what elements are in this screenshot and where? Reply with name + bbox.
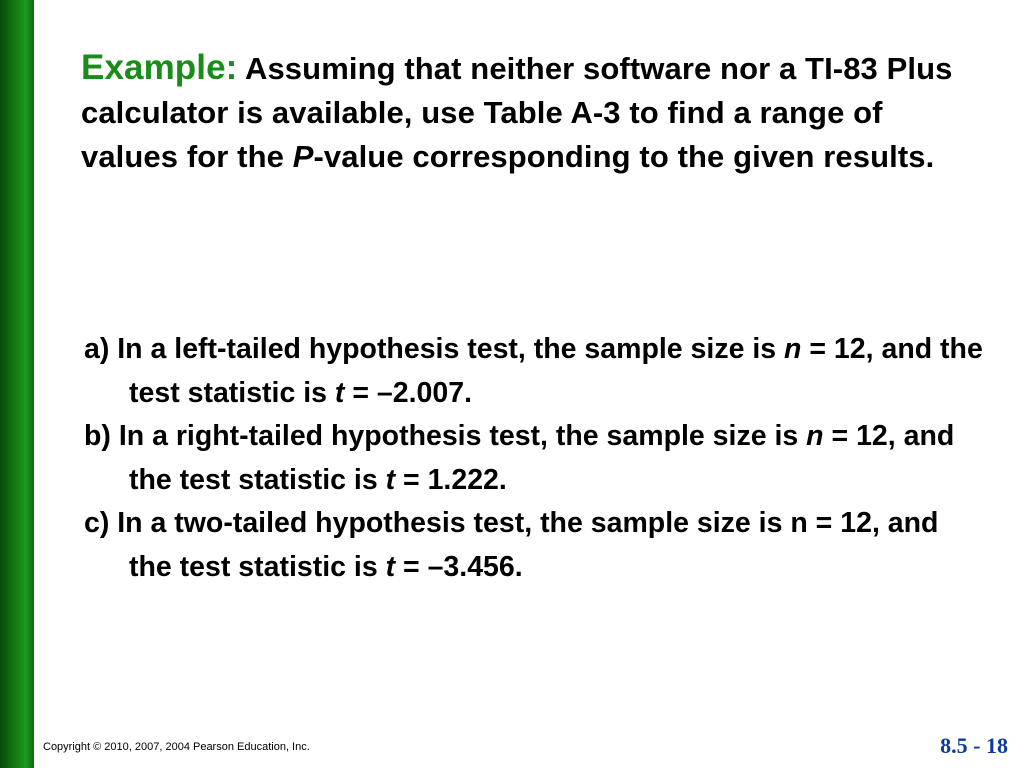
part-a-middle: = 12, and the test statistic is (129, 333, 983, 409)
example-heading (81, 46, 981, 179)
example-text-end: -value corresponding to the given results. (313, 139, 935, 174)
part-a (84, 328, 984, 415)
part-c (84, 502, 984, 589)
part-c-suffix: = –3.456. (395, 550, 523, 583)
part-b-suffix: = 1.222. (395, 463, 507, 496)
part-a-prefix: a) In a left-tailed hypothesis test, the sample size is (84, 333, 785, 365)
part-a-t-symbol: t (334, 376, 345, 409)
p-symbol: P (292, 139, 314, 174)
part-b-n-symbol: n (806, 420, 824, 452)
part-b-t-symbol: t (385, 463, 396, 496)
part-b-middle: = 12, and the test statistic is (129, 420, 955, 496)
copyright-notice: Copyright © 2010, 2007, 2004 Pearson Education, Inc. (43, 741, 310, 753)
part-c-prefix: c) In a two-tailed hypothesis test, the sample size is n (84, 507, 808, 539)
example-text-start: Assuming that neither software nor a TI-83 Plus calculator is available, use Table A-3 to find a range of values for the (81, 51, 953, 174)
part-b (84, 415, 984, 502)
part-a-n-symbol: n (784, 333, 802, 365)
side-accent-bar (0, 0, 34, 768)
part-b-prefix: b) In a right-tailed hypothesis test, the sample size is (84, 420, 807, 452)
slide-number: 8.5 - 18 (940, 733, 1008, 758)
part-a-suffix: = –2.007. (344, 376, 472, 409)
part-c-t-symbol: t (385, 550, 396, 583)
parts-list (84, 328, 984, 589)
example-label: Example: (81, 48, 238, 87)
part-c-middle: = 12, and the test statistic is (129, 507, 939, 583)
